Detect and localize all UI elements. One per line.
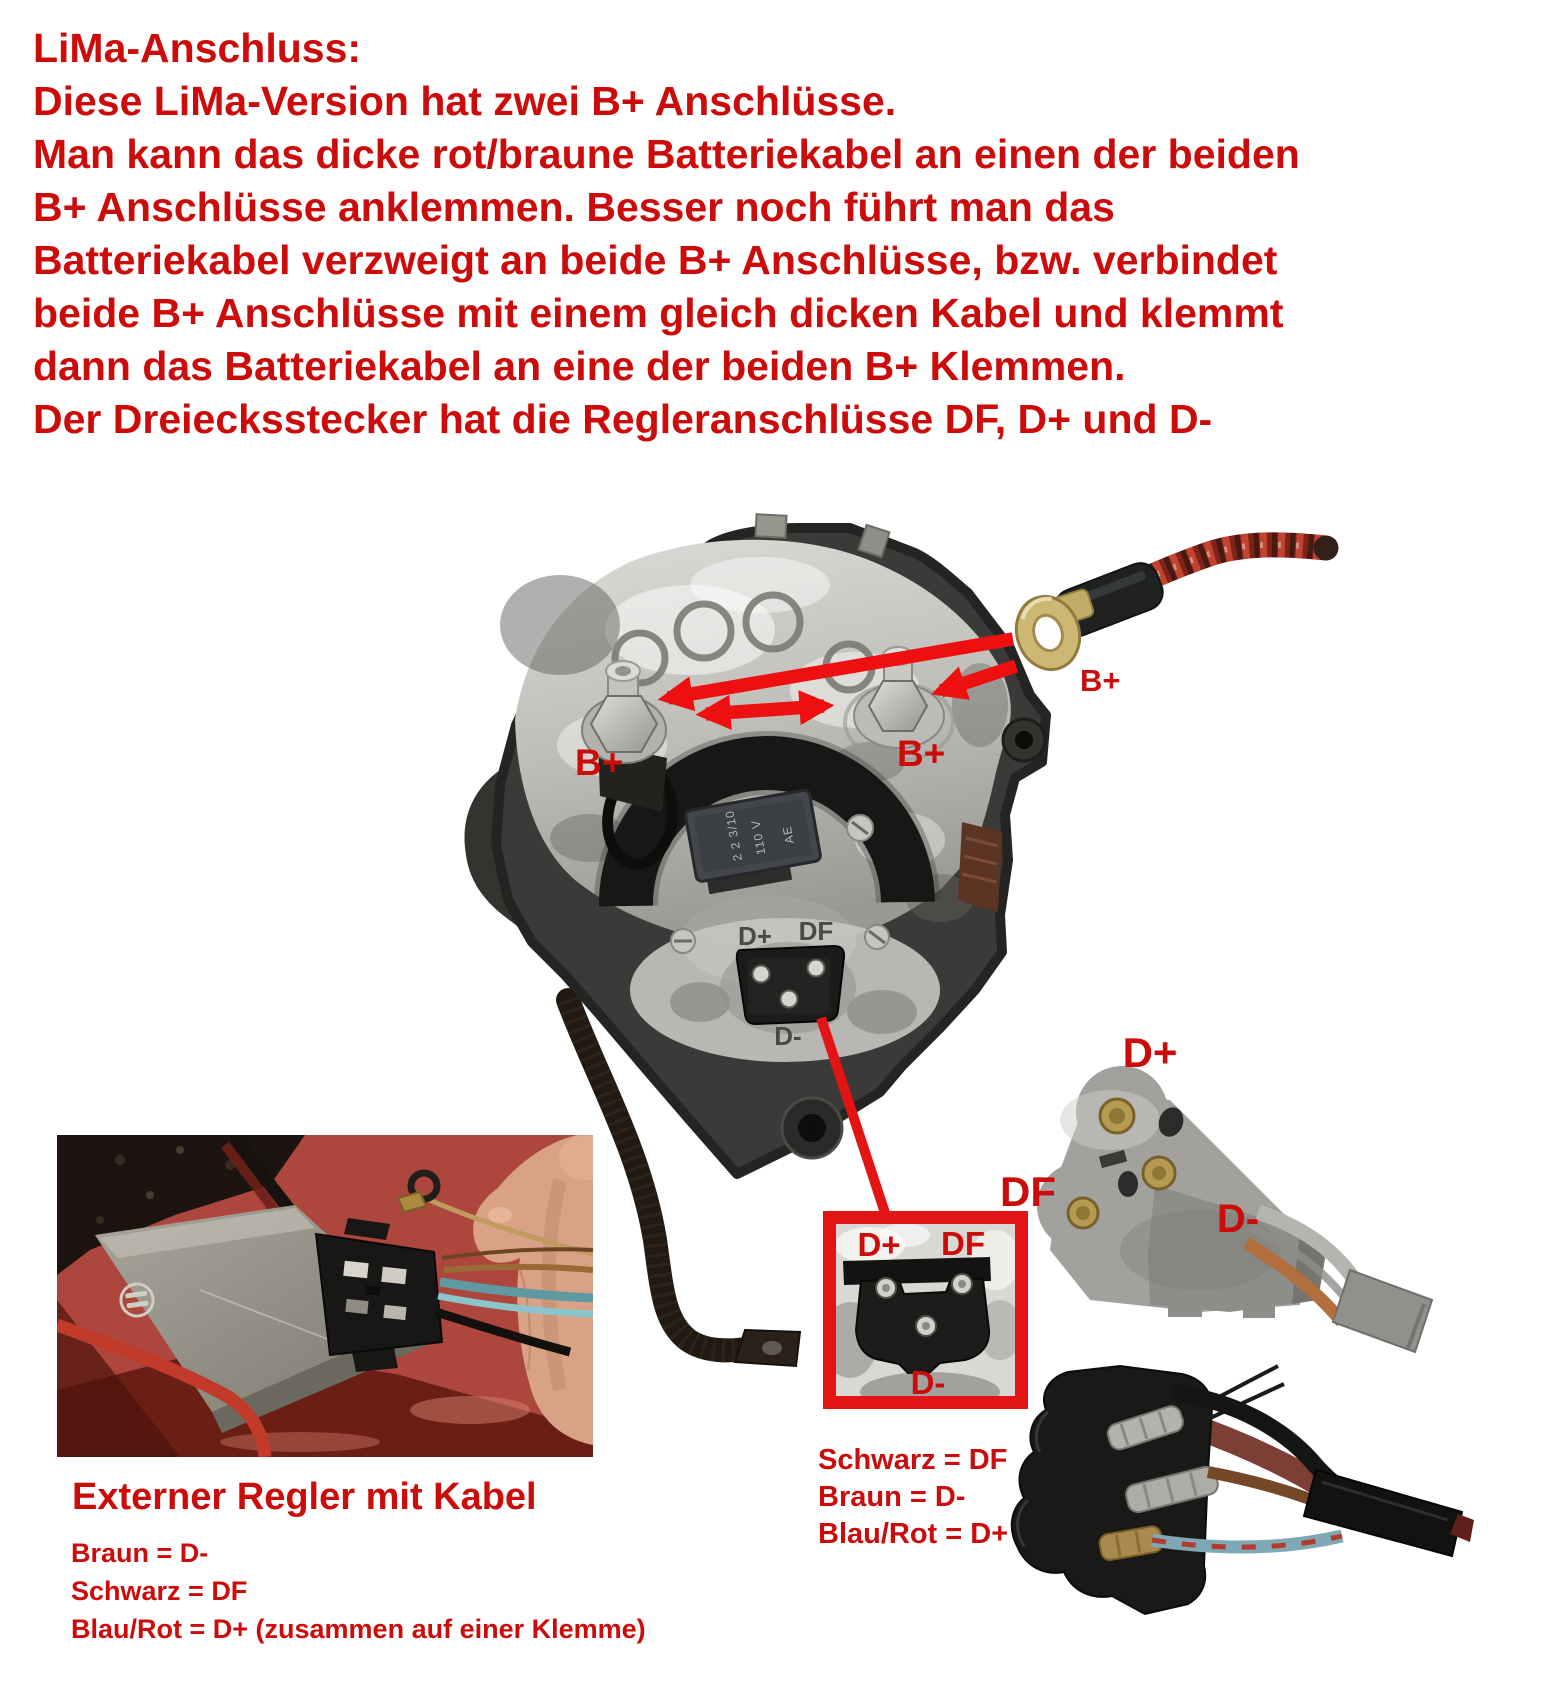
regulator-photo [57, 1135, 611, 1457]
lower-face-mottle [847, 990, 917, 1034]
label-b-plus-cable: B+ [1080, 663, 1121, 698]
plug-label-d-minus: D- [1216, 1197, 1260, 1241]
stamp-df: DF [798, 916, 834, 946]
plug-legend-line-1: Schwarz = DF [818, 1444, 1008, 1476]
socket-inset [822, 1218, 1022, 1413]
regulator-caption: Externer Regler mit Kabel [72, 1476, 537, 1518]
label-b-plus-right: B+ [897, 733, 946, 774]
intro-line-8: Der Dreiecksstecker hat die Regleranschlüsse DF, D+ und D- [33, 396, 1213, 442]
black-connector-photo [1012, 1366, 1474, 1614]
stamp-d-plus: D+ [738, 921, 772, 951]
mounting-boss [782, 1098, 842, 1158]
plug-legend-line-3: Blau/Rot = D+ [818, 1518, 1009, 1550]
regulator-legend-line-3: Blau/Rot = D+ (zusammen auf einer Klemme) [71, 1614, 646, 1644]
inset-label-d-plus: D+ [857, 1226, 901, 1263]
plug-legend-line-2: Braun = D- [818, 1481, 966, 1513]
intro-line-4: B+ Anschlüsse anklemmen. Besser noch führt man das [33, 184, 1115, 230]
battery-cable [1007, 536, 1338, 678]
intro-line-6: beide B+ Anschlüsse mit einem gleich dicken Kabel und klemmt [33, 290, 1284, 336]
arrow-between-terminals [706, 706, 824, 714]
plug-label-df: DF [1000, 1168, 1056, 1215]
plug-wire-sleeve [1333, 1270, 1432, 1352]
intro-line-1: LiMa-Anschluss: [33, 25, 362, 71]
intro-line-5: Batteriekabel verzweigt an beide B+ Anschlüsse, bzw. verbindet [33, 237, 1278, 283]
regulator-wiring-legend [71, 1534, 646, 1648]
capacitor-marking-1: 2 2 3/10 [722, 808, 745, 863]
inset-label-d-minus: D- [910, 1364, 946, 1401]
capacitor-marking-3: AE [779, 824, 797, 845]
stamp-d-minus: D- [774, 1021, 802, 1051]
regulator-legend-line-1: Braun = D- [71, 1538, 209, 1568]
capacitor-marking-2: 110 V [748, 818, 769, 856]
intro-line-3: Man kann das dicke rot/braune Batteriekabel an einen der beiden [33, 131, 1300, 177]
intro-line-7: dann das Batteriekabel an eine der beiden B+ Klemmen. [33, 343, 1126, 389]
intro-line-2: Diese LiMa-Version hat zwei B+ Anschlüsse. [33, 78, 897, 124]
regulator-legend-line-2: Schwarz = DF [71, 1576, 248, 1606]
plug-label-d-plus: D+ [1122, 1029, 1178, 1076]
plug-wiring-legend [818, 1442, 1008, 1553]
inset-label-df: DF [941, 1225, 985, 1262]
label-b-plus-left: B+ [575, 742, 624, 783]
